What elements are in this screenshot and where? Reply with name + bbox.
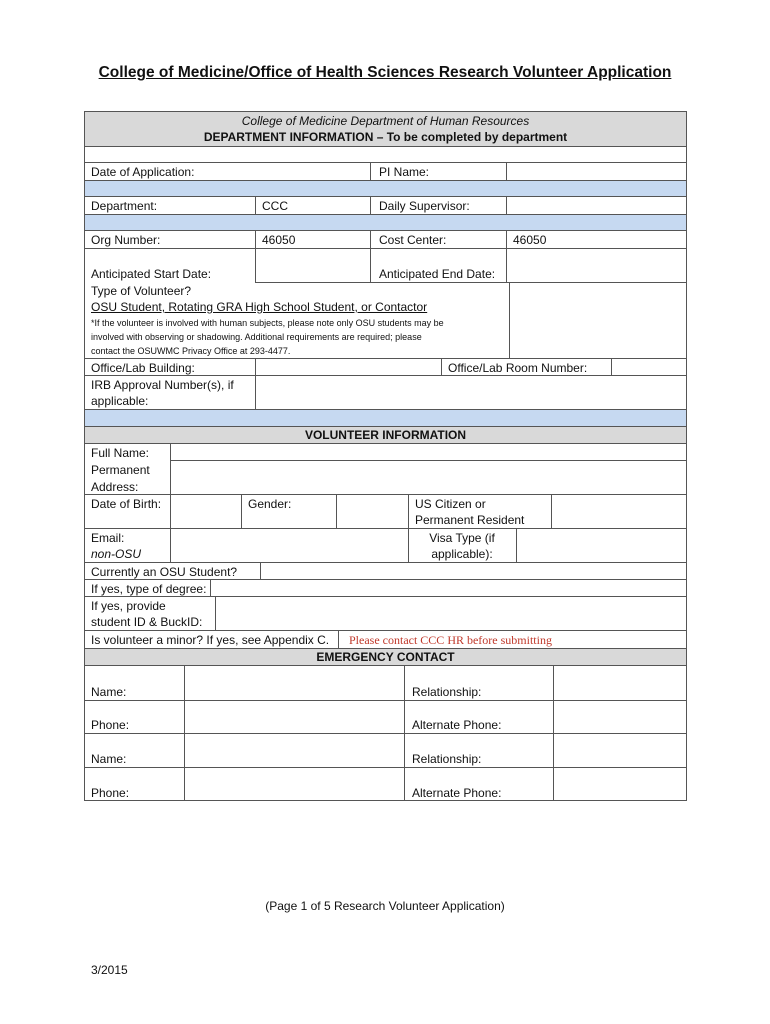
permanent-address-label: Permanent xyxy=(91,463,150,477)
citizen-label-line2: Permanent Resident xyxy=(415,513,525,527)
cell-divider xyxy=(370,230,371,282)
emergency-name-field[interactable] xyxy=(185,734,403,766)
office-building-label: Office/Lab Building: xyxy=(91,361,195,375)
relationship-field[interactable] xyxy=(554,666,685,699)
alternate-phone-label: Alternate Phone: xyxy=(412,786,502,800)
office-room-label: Office/Lab Room Number: xyxy=(448,361,588,375)
date-of-birth-label: Date of Birth: xyxy=(91,497,162,511)
emergency-phone-field[interactable] xyxy=(185,768,403,799)
visa-type-label: Visa Type (if xyxy=(429,531,495,545)
relationship-field[interactable] xyxy=(554,734,685,766)
daily-supervisor-field[interactable] xyxy=(507,197,685,213)
emergency-phone-label: Phone: xyxy=(91,718,130,732)
cell-divider xyxy=(370,162,371,180)
volunteer-type-field[interactable] xyxy=(510,283,685,357)
rule xyxy=(84,146,687,147)
cell-divider xyxy=(241,494,242,528)
cost-center-field[interactable]: 46050 xyxy=(513,233,547,247)
section-band xyxy=(84,180,687,196)
volunteer-type-options: OSU Student, Rotating GRA High School Student, or Contactor xyxy=(91,300,428,314)
date-of-application-label: Date of Application: xyxy=(91,165,195,179)
end-date-field[interactable] xyxy=(507,249,685,281)
volunteer-type-label: Type of Volunteer? xyxy=(91,284,192,298)
date-of-birth-field[interactable] xyxy=(171,495,240,527)
rule xyxy=(84,180,687,181)
department-field[interactable]: CCC xyxy=(262,199,288,213)
emergency-phone-field[interactable] xyxy=(185,701,403,732)
start-date-label: Anticipated Start Date: xyxy=(91,267,212,281)
alternate-phone-field[interactable] xyxy=(554,701,685,732)
osu-student-label: Currently an OSU Student? xyxy=(91,565,238,579)
section-band xyxy=(84,409,687,426)
revision-date: 3/2015 xyxy=(91,963,128,977)
pi-name-field[interactable] xyxy=(507,163,685,179)
volunteer-section-header: VOLUNTEER INFORMATION xyxy=(304,428,467,442)
emergency-section-header: EMERGENCY CONTACT xyxy=(316,650,455,664)
end-date-label: Anticipated End Date: xyxy=(379,267,496,281)
minor-contact-note: Please contact CCC HR before submitting xyxy=(349,633,552,647)
permanent-address-field[interactable] xyxy=(171,461,685,493)
cell-divider xyxy=(441,358,442,375)
cell-divider xyxy=(338,630,339,648)
daily-supervisor-label: Daily Supervisor: xyxy=(379,199,470,213)
date-of-application-field[interactable] xyxy=(255,163,369,179)
permanent-address-label-line2: Address: xyxy=(91,480,139,494)
student-id-label-line2: student ID & BuckID: xyxy=(91,615,203,629)
degree-type-field[interactable] xyxy=(211,580,685,595)
office-building-field[interactable] xyxy=(256,359,440,374)
visa-type-label-line2: applicable): xyxy=(431,547,493,561)
org-number-field[interactable]: 46050 xyxy=(262,233,296,247)
cell-divider xyxy=(408,494,409,528)
cell-divider xyxy=(404,665,405,800)
pi-name-label: PI Name: xyxy=(379,165,430,179)
irb-label-line2: applicable: xyxy=(91,394,149,408)
office-room-field[interactable] xyxy=(612,359,685,374)
volunteer-type-note: *If the volunteer is involved with human subjects, please note only OSU students may be xyxy=(91,318,444,328)
section-band xyxy=(84,214,687,230)
non-osu-label: non-OSU xyxy=(91,547,142,561)
rule xyxy=(84,800,687,801)
visa-type-field[interactable] xyxy=(517,529,685,561)
cost-center-label: Cost Center: xyxy=(379,233,447,247)
osu-student-field[interactable] xyxy=(261,563,685,578)
full-name-label: Full Name: xyxy=(91,446,150,460)
rule xyxy=(84,214,687,215)
page-footer: (Page 1 of 5 Research Volunteer Application) xyxy=(265,899,505,913)
degree-type-label: If yes, type of degree: xyxy=(91,582,207,596)
student-id-field[interactable] xyxy=(216,597,685,629)
student-id-label: If yes, provide xyxy=(91,599,166,613)
irb-label: IRB Approval Number(s), if xyxy=(91,378,234,392)
alternate-phone-field[interactable] xyxy=(554,768,685,799)
full-name-field[interactable] xyxy=(171,444,685,459)
volunteer-type-note: contact the OSUWMC Privacy Office at 293-4477. xyxy=(91,346,291,356)
department-section-header: DEPARTMENT INFORMATION – To be completed by department xyxy=(203,130,568,144)
emergency-name-label: Name: xyxy=(91,752,127,766)
gender-field[interactable] xyxy=(337,495,407,527)
rule xyxy=(84,111,687,112)
form-title: College of Medicine/Office of Health Sciences Research Volunteer Application xyxy=(98,64,672,81)
department-label: Department: xyxy=(91,199,158,213)
emergency-phone-label: Phone: xyxy=(91,786,130,800)
gender-label: Gender: xyxy=(248,497,292,511)
relationship-label: Relationship: xyxy=(412,685,482,699)
emergency-name-field[interactable] xyxy=(185,666,403,699)
emergency-name-label: Name: xyxy=(91,685,127,699)
cell-divider xyxy=(255,196,256,214)
irb-field[interactable] xyxy=(256,376,685,408)
rule xyxy=(84,630,687,631)
email-field[interactable] xyxy=(171,529,407,561)
relationship-label: Relationship: xyxy=(412,752,482,766)
rule xyxy=(84,409,687,410)
citizen-field[interactable] xyxy=(552,495,685,527)
volunteer-type-note: involved with observing or shadowing. Additional requirements are required; please xyxy=(91,332,422,342)
department-subheader: College of Medicine Department of Human Resources xyxy=(241,114,530,128)
cell-divider xyxy=(370,196,371,214)
email-label: Email: xyxy=(91,531,125,545)
alternate-phone-label: Alternate Phone: xyxy=(412,718,502,732)
minor-label: Is volunteer a minor? If yes, see Appendix C. xyxy=(91,633,330,647)
citizen-label: US Citizen or xyxy=(415,497,486,511)
rule xyxy=(84,230,687,231)
start-date-field[interactable] xyxy=(256,249,369,281)
org-number-label: Org Number: xyxy=(91,233,161,247)
